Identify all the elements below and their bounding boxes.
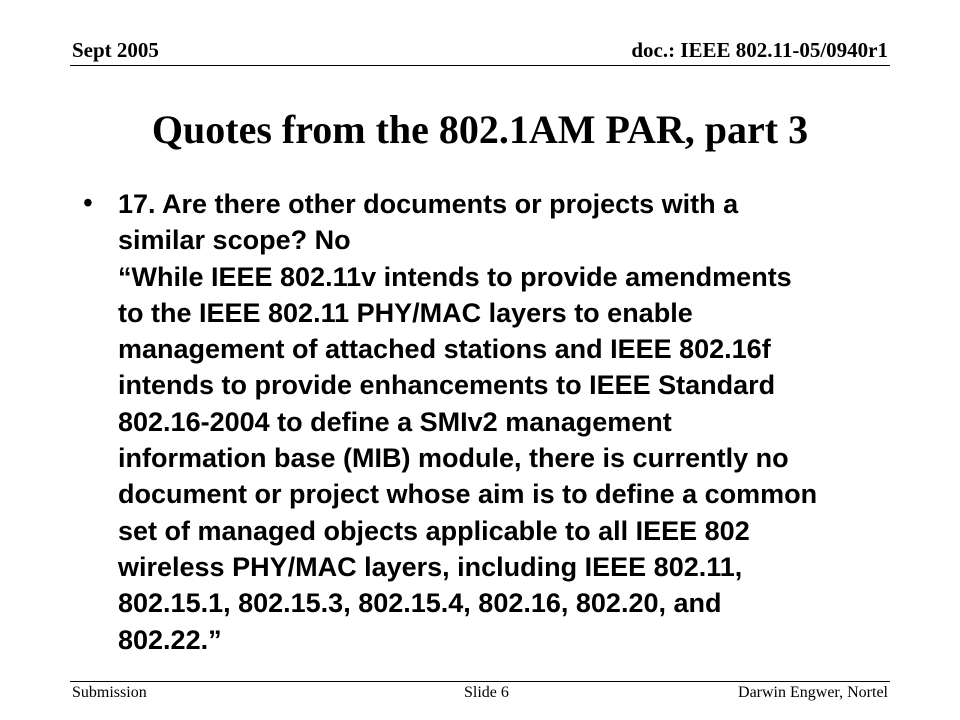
header-date: Sept 2005 bbox=[72, 38, 159, 62]
body-line: document or project whose aim is to define a common bbox=[118, 479, 818, 510]
body-line: set of managed objects applicable to all IEEE 802 bbox=[118, 515, 750, 546]
body-line: 802.22.” bbox=[118, 624, 222, 655]
footer-rule bbox=[70, 681, 890, 682]
body-line: to the IEEE 802.11 PHY/MAC layers to enable bbox=[118, 297, 693, 328]
body-line: 802.16-2004 to define a SMIv2 management bbox=[118, 406, 672, 437]
footer-author: Darwin Engwer, Nortel bbox=[738, 684, 888, 701]
footer-submission: Submission bbox=[72, 684, 147, 701]
body-line: intends to provide enhancements to IEEE Standard bbox=[118, 370, 776, 401]
header-rule bbox=[70, 65, 890, 66]
body-line: similar scope? No bbox=[118, 225, 351, 256]
footer-slide-number: Slide 6 bbox=[464, 684, 509, 701]
slide-title: Quotes from the 802.1AM PAR, part 3 bbox=[151, 107, 809, 152]
header-doc-id: doc.: IEEE 802.11-05/0940r1 bbox=[631, 38, 888, 62]
body-line: 17. Are there other documents or projects with a bbox=[118, 189, 739, 219]
body-line: 802.15.1, 802.15.3, 802.15.4, 802.16, 802.20, and bbox=[118, 588, 722, 619]
bullet-icon: • bbox=[83, 188, 93, 219]
body-line: wireless PHY/MAC layers, including IEEE 802.11, bbox=[118, 551, 743, 582]
body-line: information base (MIB) module, there is currently no bbox=[118, 443, 789, 474]
body-line: management of attached stations and IEEE 802.16f bbox=[118, 334, 771, 365]
body-line: “While IEEE 802.11v intends to provide amendments bbox=[118, 261, 792, 292]
slide-body bbox=[118, 186, 888, 658]
